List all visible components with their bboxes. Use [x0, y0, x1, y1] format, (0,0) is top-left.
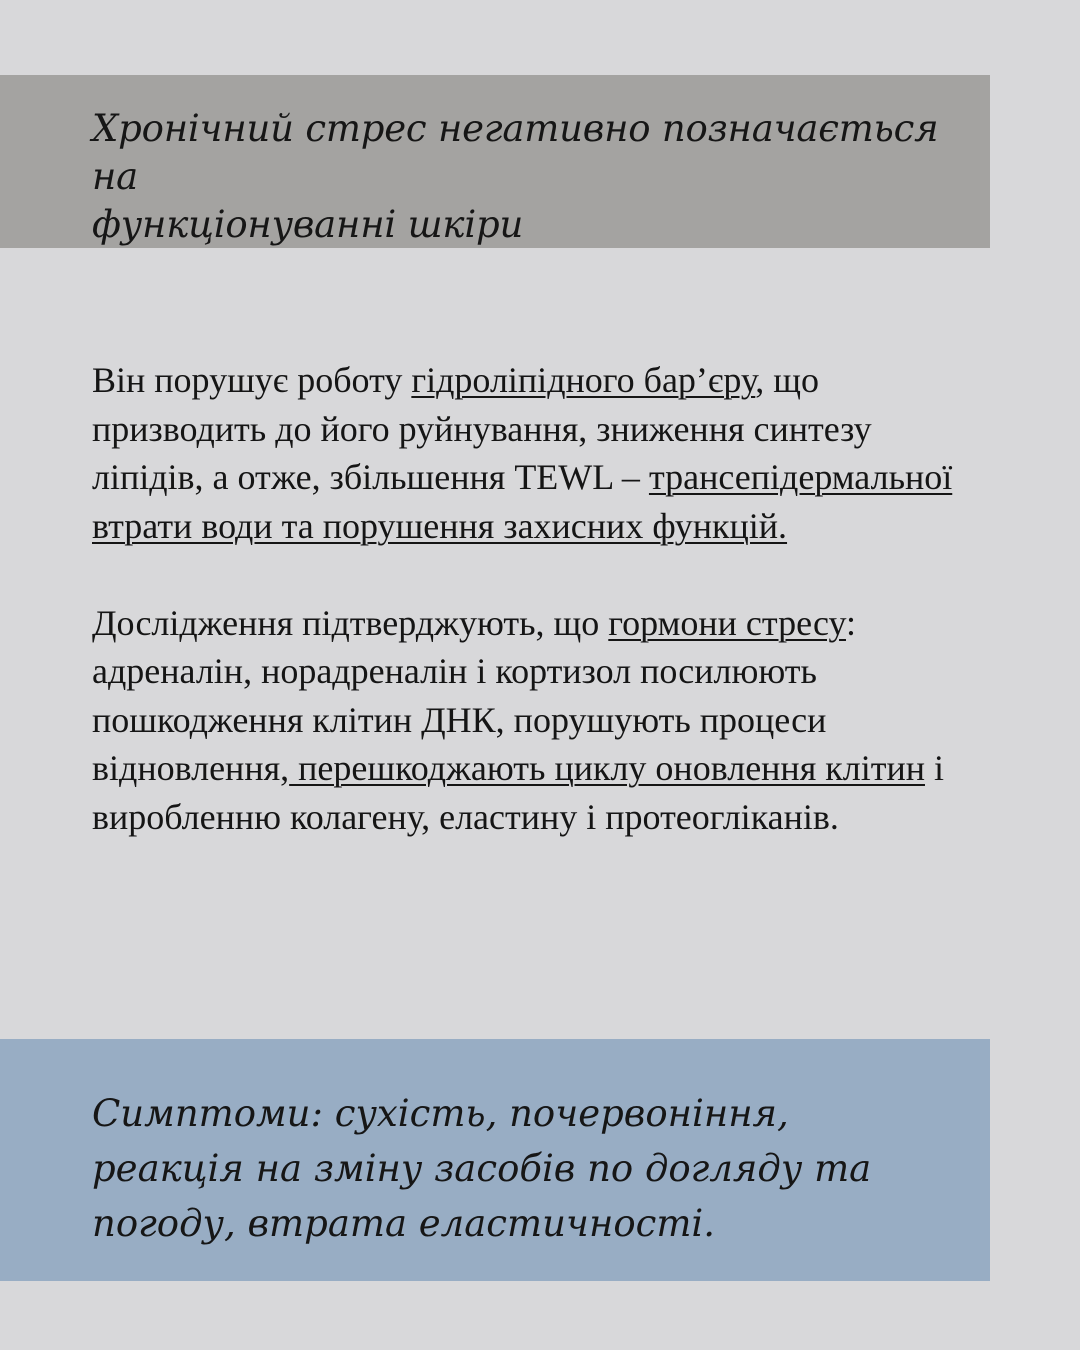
paragraph-barrier — [92, 356, 992, 550]
body-text — [92, 356, 992, 841]
symptoms-text: Симптоми: сухість, почервоніння, реакція на зміну засобів по догляду та погоду, втрата еластичності. — [92, 1092, 872, 1245]
paragraph-hormones-text-2: : адреналін, норадреналін і кортизол посилюють пошкодження клітин ДНК, порушують процеси відновлення, — [92, 602, 856, 788]
tewl-definition-link[interactable]: трансепідермальної втрати води та порушення захисних функцій. — [92, 457, 953, 546]
header-title-line-2: функціонуванні шкіри — [92, 203, 524, 246]
symptoms-band — [0, 1039, 990, 1281]
paragraph-hormones-text-1: Дослідження підтверджують, що — [92, 602, 609, 643]
header-band — [0, 75, 990, 248]
stress-hormones-link[interactable]: гормони стресу — [608, 602, 846, 643]
header-title-line-1: Хронічний стрес негативно позначається на — [92, 107, 939, 198]
paragraph-barrier-text-1: Він порушує роботу — [92, 360, 412, 400]
paragraph-hormones-text-3: і виробленню колагену, еластину і протеогліканів. — [92, 748, 944, 837]
header-title — [92, 105, 950, 249]
paragraph-barrier-text-2: , що призводить до його руйнування, зниження синтезу ліпідів, а отже, збільшення TEWL – — [92, 360, 872, 497]
paragraph-hormones — [92, 599, 992, 842]
cell-renewal-link[interactable]: перешкоджають циклу оновлення клітин — [289, 748, 925, 788]
hydrolipid-barrier-link[interactable]: гідроліпідного бар’єру — [411, 360, 756, 400]
